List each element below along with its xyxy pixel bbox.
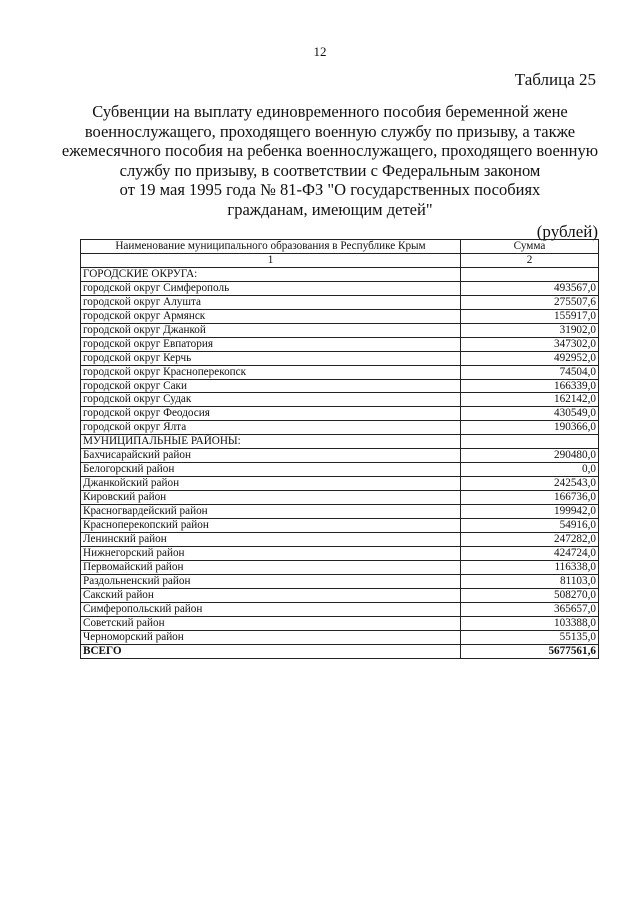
table-row (81, 295, 599, 309)
row-value: 430549,0 (461, 407, 599, 421)
table-row (81, 546, 599, 560)
row-value: 162142,0 (461, 393, 599, 407)
header-sum: Сумма (461, 240, 599, 254)
row-value: 493567,0 (461, 281, 599, 295)
row-name: Советский район (81, 616, 461, 630)
table-row (81, 393, 599, 407)
table-row (81, 616, 599, 630)
row-name: ГОРОДСКИЕ ОКРУГА: (81, 267, 461, 281)
row-name: Красногвардейский район (81, 505, 461, 519)
title-line: ежемесячного пособия на ребенка военнослужащего, проходящего военную (61, 141, 599, 160)
table-row (81, 533, 599, 547)
title-line: Субвенции на выплату единовременного пособия беременной жене (92, 102, 568, 121)
row-name: МУНИЦИПАЛЬНЫЕ РАЙОНЫ: (81, 435, 461, 449)
table-row (81, 630, 599, 644)
column-number-row (81, 253, 599, 267)
row-value: 74504,0 (461, 365, 599, 379)
row-name: городской округ Керчь (81, 351, 461, 365)
table-row (81, 560, 599, 574)
table-label: Таблица 25 (514, 70, 596, 89)
row-value: 508270,0 (461, 588, 599, 602)
table-row (81, 574, 599, 588)
table-row (81, 379, 599, 393)
row-name: Бахчисарайский район (81, 449, 461, 463)
subsidy-table (80, 239, 599, 659)
row-name: городской округ Саки (81, 379, 461, 393)
total-label: ВСЕГО (81, 644, 461, 658)
row-value (461, 267, 599, 281)
table-row (81, 337, 599, 351)
title-line: службу по призыву, в соответствии с Федеральным законом (119, 160, 541, 180)
title-line: военнослужащего, проходящего военную службу по призыву, а также (84, 121, 576, 141)
column-number-2: 2 (461, 253, 599, 267)
row-name: Ленинский район (81, 533, 461, 547)
row-value: 199942,0 (461, 505, 599, 519)
page-number: 12 (313, 44, 327, 59)
table-row (81, 407, 599, 421)
table-row (81, 519, 599, 533)
row-name: Первомайский район (81, 560, 461, 574)
row-name: Красноперекопский район (81, 519, 461, 533)
row-value: 166339,0 (461, 379, 599, 393)
table-row (81, 505, 599, 519)
row-value: 247282,0 (461, 533, 599, 547)
row-name: Джанкойский район (81, 477, 461, 491)
row-value: 166736,0 (461, 491, 599, 505)
title-line: гражданам, имеющим детей" (227, 199, 433, 219)
header-row (81, 240, 599, 254)
row-value: 492952,0 (461, 351, 599, 365)
table-row (81, 267, 599, 281)
total-value: 5677561,6 (461, 644, 599, 658)
table-row (81, 477, 599, 491)
row-name: Нижнегорский район (81, 546, 461, 560)
row-value: 103388,0 (461, 616, 599, 630)
row-value: 275507,6 (461, 295, 599, 309)
row-value: 55135,0 (461, 630, 599, 644)
table-row (81, 463, 599, 477)
table-row (81, 365, 599, 379)
row-value: 365657,0 (461, 602, 599, 616)
title-line: от 19 мая 1995 года № 81-ФЗ "О государственных пособиях (119, 180, 541, 199)
units-label: (рублей) (536, 222, 598, 241)
table-row (81, 588, 599, 602)
row-name: Симферопольский район (81, 602, 461, 616)
row-value: 81103,0 (461, 574, 599, 588)
row-name: городской округ Евпатория (81, 337, 461, 351)
row-name: городской округ Джанкой (81, 323, 461, 337)
header-name: Наименование муниципального образования в Республике Крым (81, 240, 461, 254)
row-name: городской округ Алушта (81, 295, 461, 309)
table-row (81, 351, 599, 365)
document-title (60, 102, 600, 219)
row-name: Черноморский район (81, 630, 461, 644)
row-name: городской округ Армянск (81, 309, 461, 323)
row-name: Сакский район (81, 588, 461, 602)
row-name: городской округ Красноперекопск (81, 365, 461, 379)
row-value: 190366,0 (461, 421, 599, 435)
row-name: городской округ Ялта (81, 421, 461, 435)
table-row (81, 435, 599, 449)
row-name: городской округ Судак (81, 393, 461, 407)
row-value (461, 435, 599, 449)
row-value: 54916,0 (461, 519, 599, 533)
row-value: 155917,0 (461, 309, 599, 323)
row-name: Раздольненский район (81, 574, 461, 588)
table-row (81, 491, 599, 505)
table-row (81, 323, 599, 337)
table-row (81, 421, 599, 435)
row-value: 0,0 (461, 463, 599, 477)
row-value: 347302,0 (461, 337, 599, 351)
row-name: Белогорский район (81, 463, 461, 477)
total-row (81, 644, 599, 658)
row-value: 242543,0 (461, 477, 599, 491)
row-value: 116338,0 (461, 560, 599, 574)
column-number-1: 1 (81, 253, 461, 267)
row-name: городской округ Симферополь (81, 281, 461, 295)
table-row (81, 281, 599, 295)
row-value: 31902,0 (461, 323, 599, 337)
row-name: городской округ Феодосия (81, 407, 461, 421)
row-value: 290480,0 (461, 449, 599, 463)
table-row (81, 309, 599, 323)
row-value: 424724,0 (461, 546, 599, 560)
table-row (81, 602, 599, 616)
row-name: Кировский район (81, 491, 461, 505)
table-row (81, 449, 599, 463)
